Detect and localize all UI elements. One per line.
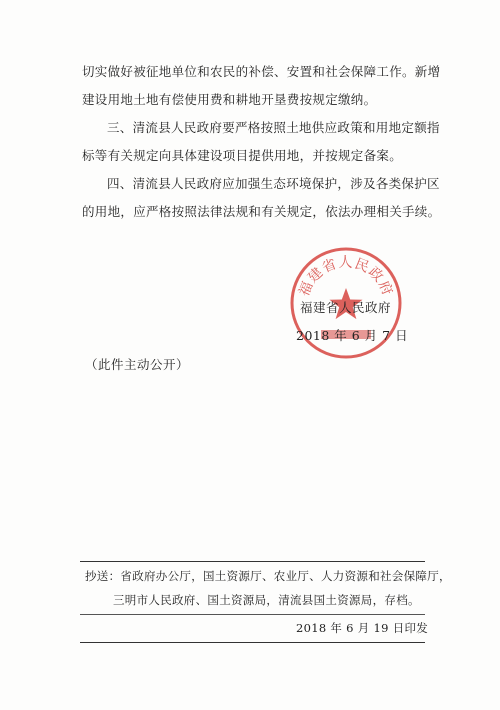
body-paragraph-2: 三、清流县人民政府要严格按照土地供应政策和用地定额指标等有关规定向具体建设项目提供用地，并按规定备案。 — [82, 120, 440, 163]
public-disclosure-note: （此件主动公开） — [85, 357, 190, 372]
footer-rule-middle — [80, 614, 425, 615]
footer-rule-bottom — [80, 642, 425, 643]
signature-organization: 福建省人民政府 — [300, 300, 392, 315]
cc-line-2: 三明市人民政府、国土资源局，清流县国土资源局，存档。 — [113, 593, 420, 607]
svg-text:福建省人民政府: 福建省人民政府 — [296, 255, 396, 299]
cc-line-1: 抄送：省政府办公厅，国土资源厅、农业厅、人力资源和社会保障厅， — [85, 569, 451, 583]
signature-date: 2018 年 6 月 7 日 — [296, 328, 409, 343]
body-paragraph-3: 四、清流县人民政府应加强生态环境保护，涉及各类保护区的用地，应严格按照法律法规和有关规定，依法办理相关手续。 — [82, 176, 441, 219]
body-paragraph-1: 切实做好被征地单位和农民的补偿、安置和社会保障工作。新增建设用地土地有偿使用费和耕地开垦费按规定缴纳。 — [82, 64, 441, 107]
footer-rule-top — [80, 561, 425, 562]
print-date: 2018 年 6 月 19 日印发 — [296, 621, 429, 635]
